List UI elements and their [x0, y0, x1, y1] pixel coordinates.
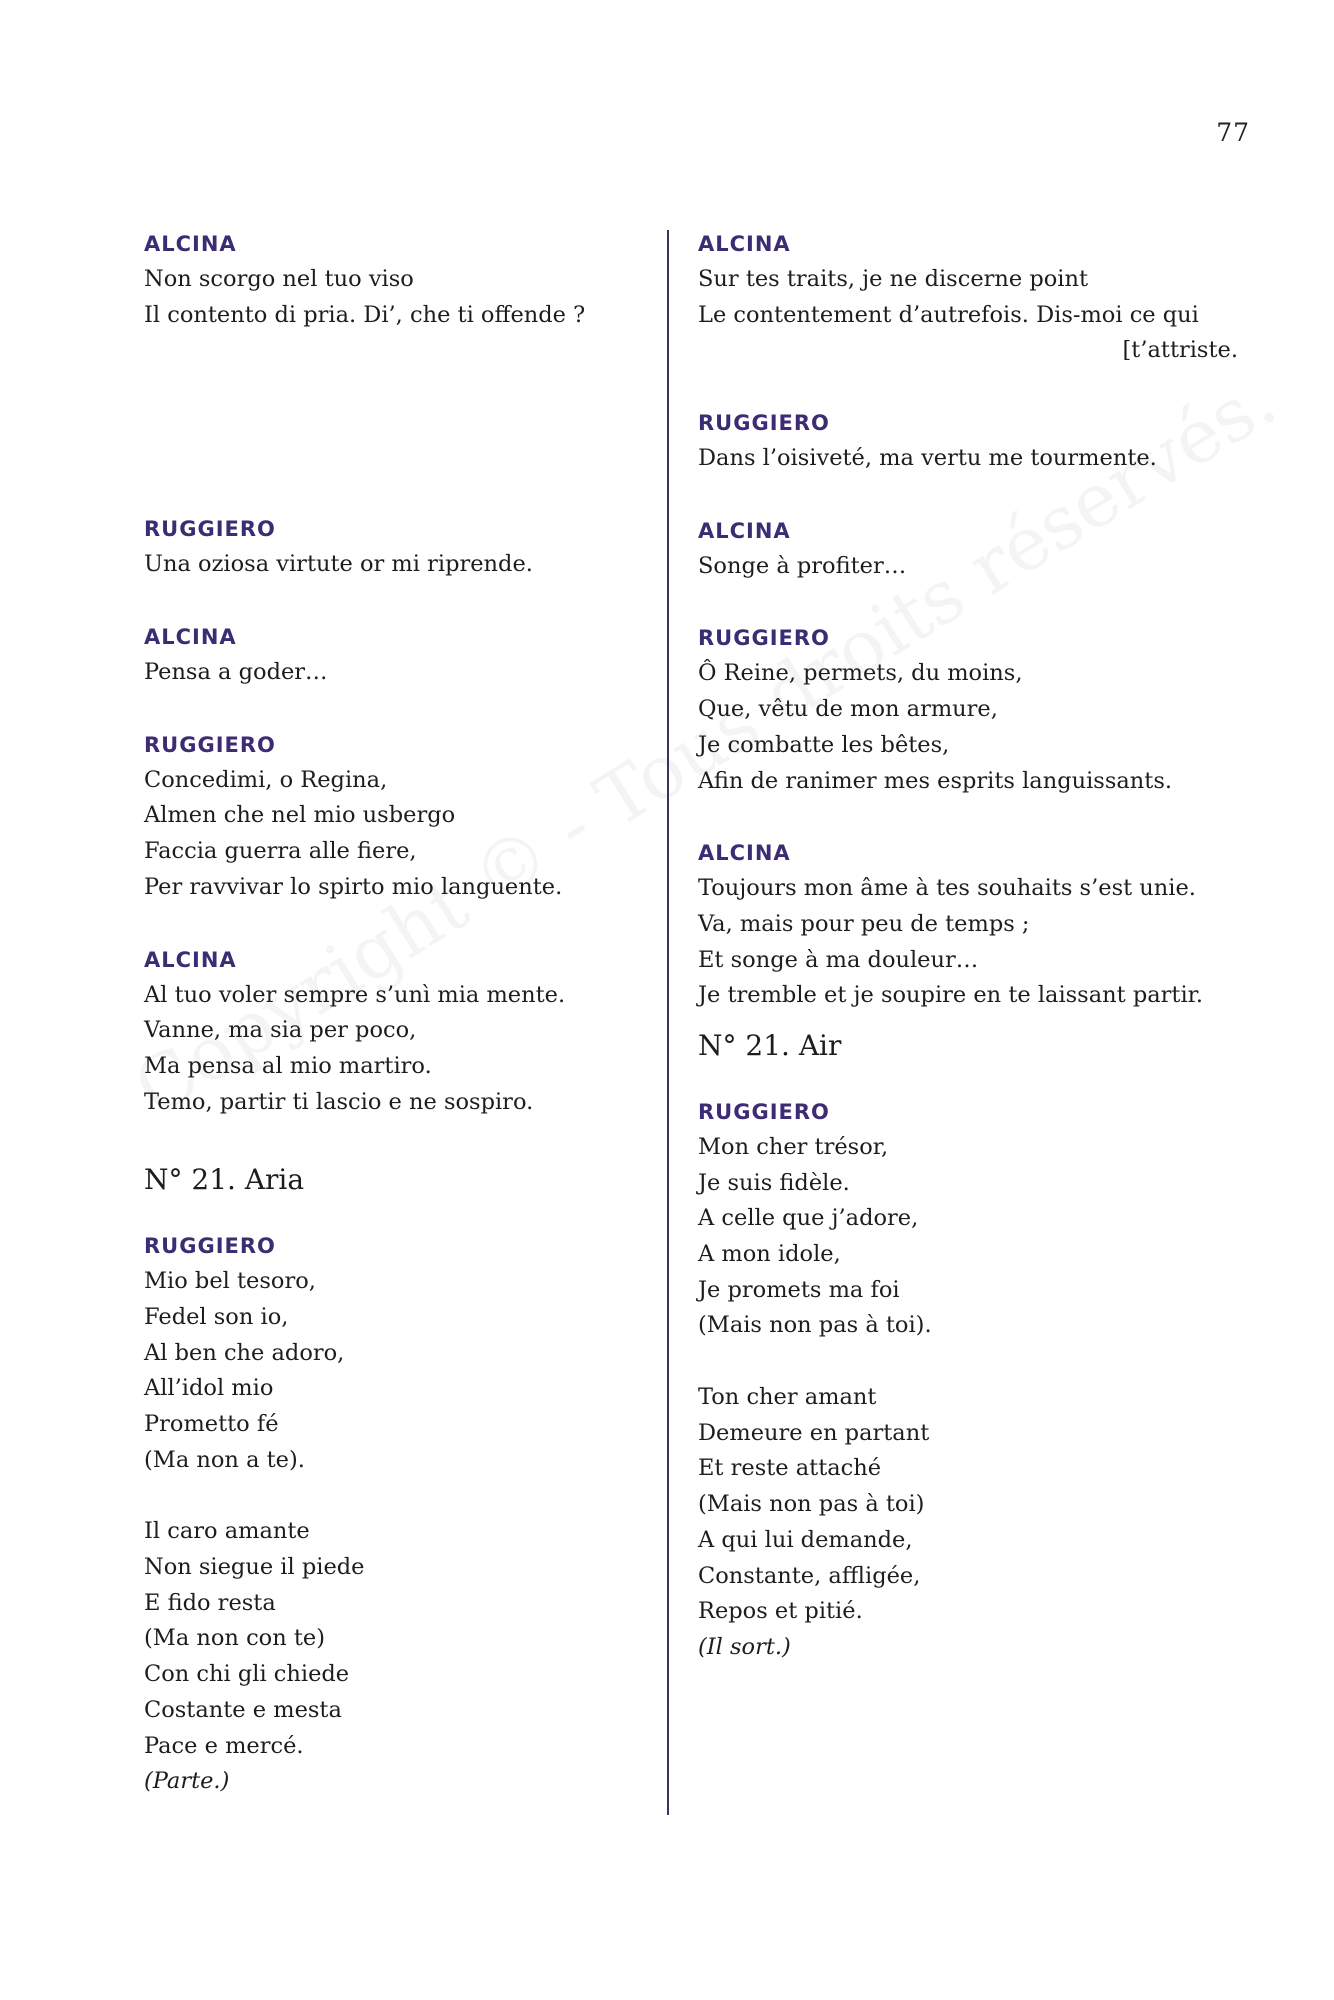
- verse-line: Et songe à ma douleur…: [698, 946, 979, 973]
- speaker-name: ALCINA: [144, 232, 237, 256]
- verse-line: Al ben che adoro,: [144, 1339, 345, 1366]
- speaker-name: RUGGIERO: [698, 1099, 830, 1124]
- verse-line: (Ma non a te).: [144, 1446, 305, 1473]
- page-number: 77: [1216, 118, 1250, 147]
- verse-line: Ô Reine, permets, du moins,: [698, 660, 1023, 687]
- verse-line: Je tremble et je soupire en te laissant partir.: [698, 982, 1204, 1009]
- verse-line: A qui lui demande,: [698, 1526, 913, 1553]
- verse-line: Sur tes traits, je ne discerne point: [698, 266, 1089, 292]
- verse-line: Non scorgo nel tuo viso: [144, 266, 414, 292]
- speaker-name: ALCINA: [698, 232, 791, 256]
- verse-line: Concedimi, o Regina,: [144, 766, 388, 793]
- speaker-name: ALCINA: [144, 947, 237, 972]
- speaker-name: RUGGIERO: [698, 411, 830, 436]
- verse-line-continuation: [t’attriste.: [1122, 337, 1238, 364]
- verse-line: A mon idole,: [698, 1241, 841, 1267]
- verse-line: Il contento di pria. Di’, che ti offende ?: [144, 301, 586, 328]
- verse-line: Mio bel tesoro,: [144, 1268, 316, 1295]
- verse-line: A celle que j’adore,: [698, 1205, 919, 1232]
- speaker-name: RUGGIERO: [144, 517, 276, 542]
- stage-direction: (Il sort.): [698, 1633, 791, 1660]
- verse-line: Al tuo voler sempre s’unì mia mente.: [144, 981, 566, 1008]
- verse-line: Non siegue il piede: [144, 1554, 365, 1581]
- verse-line: Constante, affligée,: [698, 1562, 921, 1589]
- section-title: N° 21. Aria: [144, 1163, 305, 1197]
- verse-line: Que, vêtu de mon armure,: [698, 696, 998, 723]
- verse-line: Le contentement d’autrefois. Dis-moi ce qui: [698, 301, 1199, 328]
- verse-line: All’idol mio: [144, 1375, 274, 1402]
- verse-line: Dans l’oisiveté, ma vertu me tourmente.: [698, 445, 1157, 472]
- verse-line: Je promets ma foi: [698, 1276, 900, 1303]
- italian-column: [144, 226, 684, 1800]
- verse-line: Songe à profiter…: [698, 552, 907, 579]
- verse-line: Je combatte les bêtes,: [698, 731, 950, 758]
- verse-line: (Mais non pas à toi).: [698, 1312, 932, 1339]
- verse-line: Vanne, ma sia per poco,: [144, 1017, 417, 1044]
- verse-line: Fedel son io,: [144, 1303, 289, 1330]
- verse-line: (Ma non con te): [144, 1625, 325, 1652]
- verse-line: Ma pensa al mio martiro.: [144, 1052, 432, 1079]
- speaker-name: RUGGIERO: [144, 732, 276, 757]
- verse-line: Prometto fé: [144, 1411, 279, 1437]
- verse-line: Temo, partir ti lascio e ne sospiro.: [144, 1088, 534, 1115]
- verse-line: Almen che nel mio usbergo: [144, 802, 456, 829]
- verse-line: Pace e mercé.: [144, 1732, 304, 1759]
- speaker-name: ALCINA: [698, 518, 791, 543]
- french-column: [698, 226, 1238, 1666]
- verse-line: Con chi gli chiede: [144, 1661, 350, 1688]
- speaker-name: ALCINA: [144, 625, 237, 650]
- verse-line: Afin de ranimer mes esprits languissants.: [698, 767, 1173, 794]
- verse-line: Je suis fidèle.: [698, 1169, 850, 1196]
- verse-line: Il caro amante: [144, 1518, 310, 1545]
- verse-line: Ton cher amant: [698, 1384, 877, 1411]
- verse-line: Et reste attaché: [698, 1455, 882, 1482]
- verse-line: Per ravvivar lo spirto mio languente.: [144, 873, 563, 900]
- section-title: N° 21. Air: [698, 1028, 842, 1062]
- speaker-name: ALCINA: [698, 841, 791, 866]
- verse-line: E fido resta: [144, 1589, 276, 1616]
- stage-direction: (Parte.): [144, 1768, 230, 1795]
- speaker-name: RUGGIERO: [144, 1234, 276, 1259]
- verse-line: Una oziosa virtute or mi riprende.: [144, 551, 533, 578]
- verse-line: Va, mais pour peu de temps ;: [698, 910, 1030, 937]
- verse-line: Repos et pitié.: [698, 1598, 863, 1625]
- verse-line: Pensa a goder…: [144, 659, 328, 686]
- speaker-name: RUGGIERO: [698, 626, 830, 651]
- verse-line: Demeure en partant: [698, 1419, 930, 1446]
- verse-line: (Mais non pas à toi): [698, 1491, 925, 1518]
- verse-line: Costante e mesta: [144, 1696, 342, 1723]
- verse-line: Faccia guerra alle fiere,: [144, 838, 417, 865]
- verse-line: Mon cher trésor,: [698, 1133, 889, 1160]
- verse-line: Toujours mon âme à tes souhaits s’est unie.: [698, 875, 1196, 902]
